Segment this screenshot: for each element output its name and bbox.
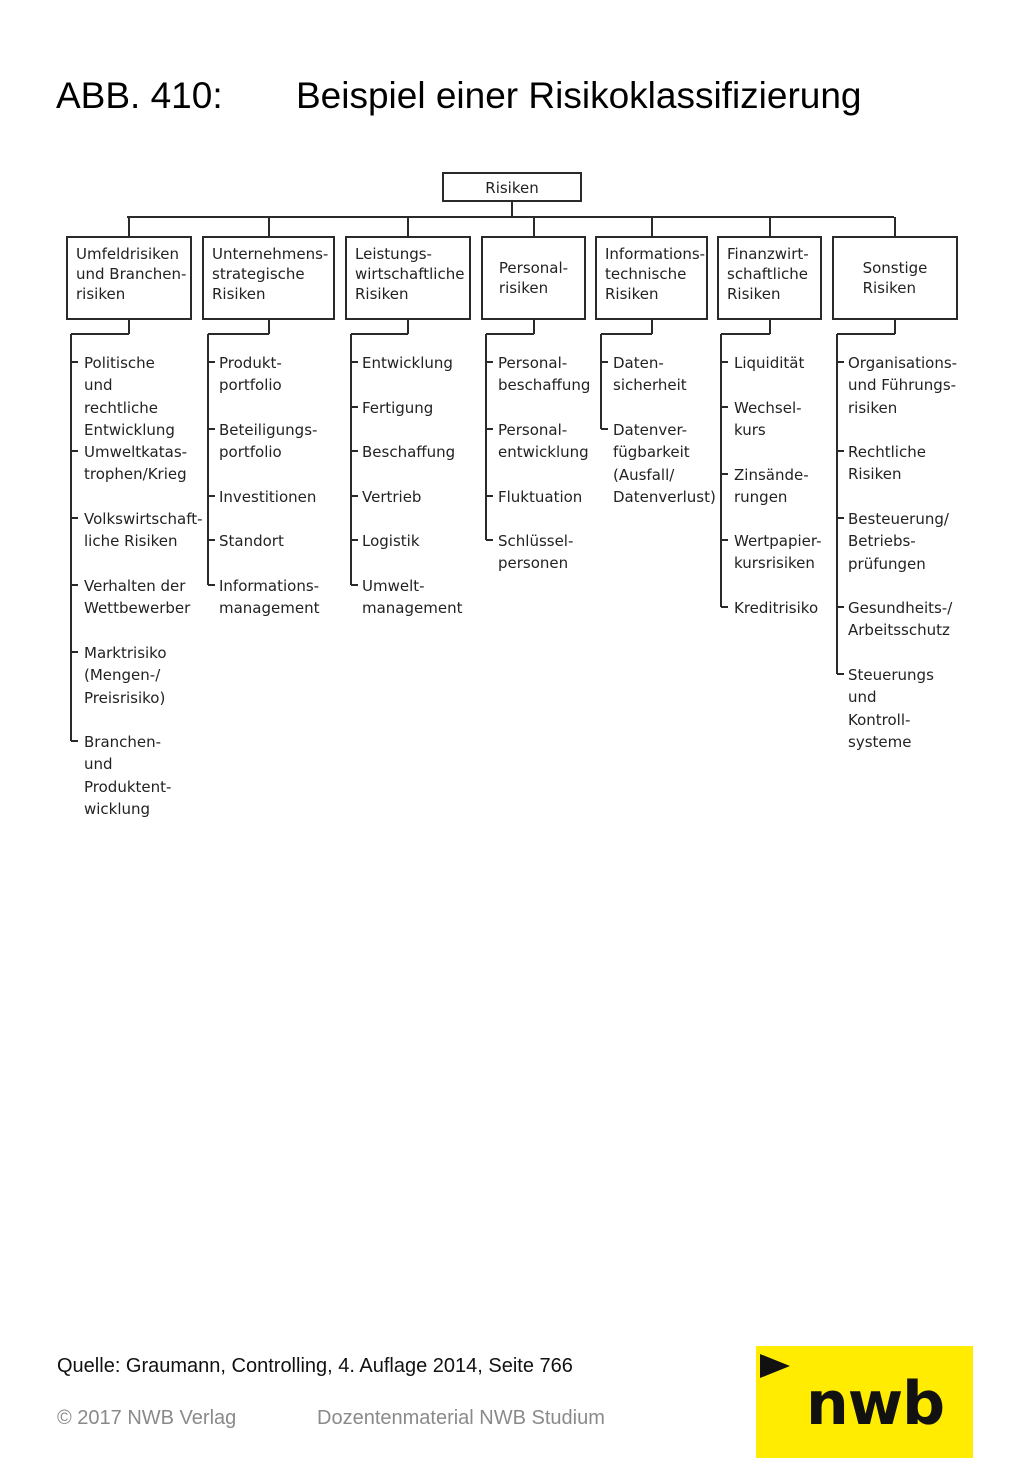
risk-item: Daten- sicherheit: [613, 354, 687, 395]
root-node-risiken: Risiken: [442, 172, 582, 202]
risk-item: Standort: [219, 532, 284, 550]
material-label: Dozentenmaterial NWB Studium: [317, 1407, 605, 1429]
category-box: [345, 236, 471, 320]
risk-item: Umwelt- management: [362, 577, 463, 618]
figure-number: ABB. 410:: [56, 75, 223, 116]
risk-item: Investitionen: [219, 488, 317, 506]
copyright-notice: © 2017 NWB Verlag: [57, 1407, 237, 1429]
risk-item: Datenver- fügbarkeit (Ausfall/ Datenverlust): [613, 421, 716, 506]
figure-title: Beispiel einer Risikoklassifizierung: [296, 75, 862, 116]
risk-item: Informations- management: [219, 577, 320, 618]
category-box: [717, 236, 822, 320]
risk-item: Wechsel- kurs: [734, 399, 802, 440]
category-label: Umfeldrisiken und Branchen- risiken: [76, 245, 187, 303]
risk-item: Produkt- portfolio: [219, 354, 282, 395]
category-label: Personal- risiken: [498, 259, 569, 297]
logo-text: nwb: [806, 1369, 945, 1439]
risk-item: Besteuerung/ Betriebs- prüfungen: [848, 510, 949, 573]
risk-item: Rechtliche Risiken: [848, 443, 926, 484]
category-label: Leistungs- wirtschaftliche Risiken: [355, 245, 465, 303]
risk-item: Logistik: [362, 532, 420, 550]
risk-item: Steuerungs und Kontroll- systeme: [848, 666, 934, 751]
risk-item: Branchen- und Produktent- wicklung: [84, 733, 172, 818]
risk-item: Volkswirtschaft- liche Risiken: [84, 510, 203, 551]
risk-item: Entwicklung: [362, 354, 453, 372]
risk-item: Gesundheits-/ Arbeitsschutz: [848, 599, 953, 640]
risk-item: Politische und rechtliche Entwicklung: [84, 354, 175, 439]
risk-item: Verhalten der Wettbewerber: [84, 577, 191, 618]
risk-item: Zinsände- rungen: [734, 466, 809, 507]
category-label: Finanzwirt- schaftliche Risiken: [727, 245, 809, 303]
category-box: [481, 236, 586, 320]
risk-item: Beschaffung: [362, 443, 456, 461]
category-box: [202, 236, 335, 320]
category-box: [832, 236, 958, 320]
category-label: Unternehmens- strategische Risiken: [212, 245, 329, 303]
risk-item: Fertigung: [362, 399, 434, 417]
risk-item: Vertrieb: [362, 488, 422, 506]
risk-item: Marktrisiko (Mengen-/ Preisrisiko): [84, 644, 167, 707]
category-label: Informations- technische Risiken: [605, 245, 706, 303]
category-box: [595, 236, 708, 320]
risk-item: Personal- beschaffung: [498, 354, 591, 395]
source-citation: Quelle: Graumann, Controlling, 4. Auflage 2014, Seite 766: [57, 1355, 573, 1377]
risk-item: Fluktuation: [498, 488, 583, 506]
risk-item: Kreditrisiko: [734, 599, 819, 617]
risk-item: Umweltkatas- trophen/Krieg: [84, 443, 188, 484]
risk-item: Personal- entwicklung: [498, 421, 589, 462]
risk-item: Wertpapier- kursrisiken: [734, 532, 822, 573]
risk-item: Liquidität: [734, 354, 805, 372]
nwb-logo: [756, 1346, 973, 1458]
category-label: Sonstige Risiken: [862, 259, 928, 297]
risk-item: Schlüssel- personen: [498, 532, 574, 573]
risk-item: Organisations- und Führungs- risiken: [848, 354, 958, 417]
category-box: [66, 236, 192, 320]
risk-item: Beteiligungs- portfolio: [219, 421, 318, 462]
